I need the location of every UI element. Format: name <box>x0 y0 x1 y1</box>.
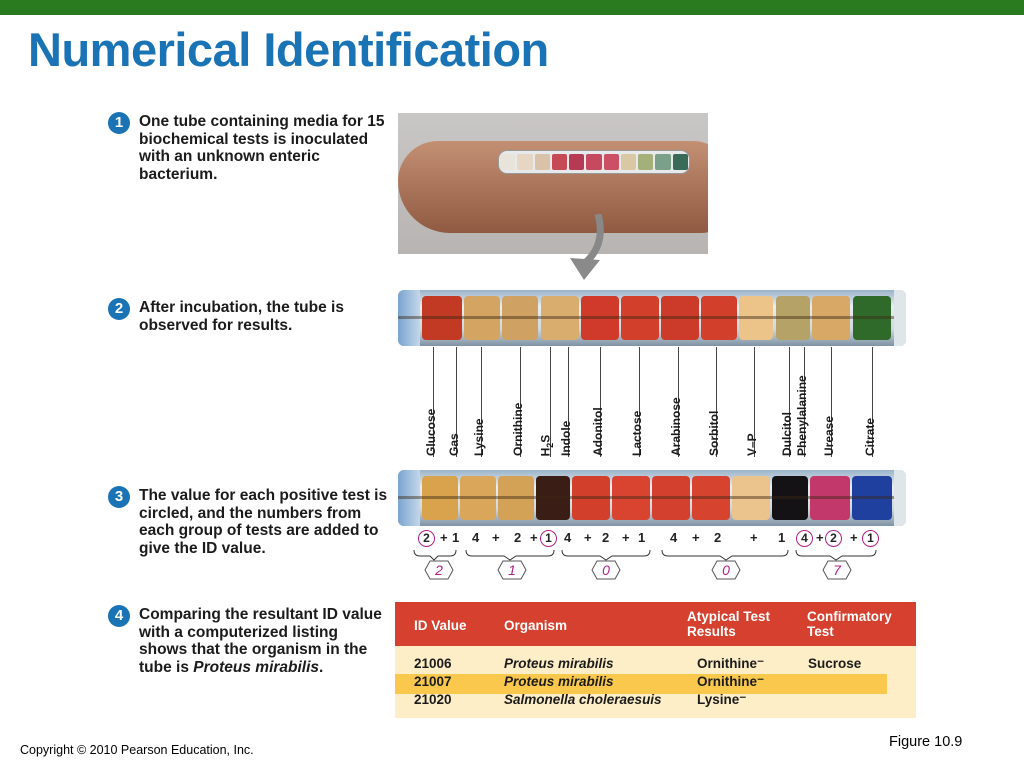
test-label-ornithine: Ornithine <box>511 402 525 456</box>
weight: 4 <box>564 530 572 545</box>
weight: 1 <box>778 530 786 545</box>
step-number-1: 1 <box>108 112 130 134</box>
highlight-row <box>395 674 887 694</box>
inoculation-photo <box>398 113 708 254</box>
step-text-2: After incubation, the tube is observed for results. <box>139 299 344 334</box>
test-label-sorbitol: Sorbitol <box>707 410 721 456</box>
col-id-value: ID Value <box>414 618 467 633</box>
row-organism: Salmonella choleraesuis <box>504 692 662 707</box>
step-text-1: One tube containing media for 15 biochemical tests is inoculated with an unknown enteric bacterium. <box>139 113 385 183</box>
step-text-4: Comparing the resultant ID value with a computerized listing shows that the organism in the tube is Proteus mirabilis. <box>139 606 382 676</box>
step-number-3: 3 <box>108 486 130 508</box>
test-label-h2s: $H_2S$ <box>538 434 555 456</box>
weight: 4 <box>670 530 678 545</box>
weight: 1 <box>452 530 460 545</box>
page-title: Numerical Identification <box>28 23 549 76</box>
weight-circled: 1 <box>540 530 557 547</box>
weight: 2 <box>514 530 522 545</box>
col-organism: Organism <box>504 618 568 633</box>
row-atypical: Ornithine⁻ <box>697 674 765 689</box>
weight: 1 <box>638 530 646 545</box>
down-arrow-icon <box>560 214 610 284</box>
weight-circled: 4 <box>796 530 813 547</box>
test-label-lactose: Lactose <box>630 410 644 456</box>
step-text-3: The value for each positive test is circled, and the numbers from each group of tests are added to give the ID value. <box>139 487 388 557</box>
test-label-adonitol: Adonitol <box>591 407 605 456</box>
row-atypical: Lysine⁻ <box>697 692 747 707</box>
col-confirmatory: Confirmatory Test <box>807 609 892 639</box>
test-label-gas: Gas <box>447 433 461 456</box>
row-id: 21007 <box>414 674 452 689</box>
test-labels <box>398 347 906 472</box>
results-tube <box>398 470 906 526</box>
weight: 2 <box>602 530 610 545</box>
weight: 4 <box>472 530 480 545</box>
figure-label: Figure 10.9 <box>889 734 963 750</box>
copyright: Copyright © 2010 Pearson Education, Inc. <box>20 743 254 757</box>
group-sum: 0 <box>591 560 621 580</box>
col-atypical: Atypical Test Results <box>687 609 771 639</box>
weight-circled: 2 <box>418 530 435 547</box>
group-sum: 2 <box>424 560 454 580</box>
row-atypical: Ornithine⁻ <box>697 656 765 671</box>
top-green-bar <box>0 0 1024 15</box>
group-sum: 7 <box>822 560 852 580</box>
weight-circled: 1 <box>862 530 879 547</box>
test-label-citrate: Citrate <box>863 417 877 456</box>
row-organism: Proteus mirabilis <box>504 674 614 689</box>
id-value-table <box>395 602 916 718</box>
test-label-lysine: Lysine <box>472 418 486 456</box>
mini-tube <box>498 150 690 174</box>
test-label-dulcitol: Dulcitol <box>780 412 794 456</box>
test-label-vp: V–P <box>745 433 759 456</box>
test-label-phenylalanine: Phenylalanine <box>795 375 809 456</box>
test-label-arabinose: Arabinose <box>669 397 683 456</box>
row-id: 21020 <box>414 692 452 707</box>
weight-circled: 2 <box>825 530 842 547</box>
step-number-4: 4 <box>108 605 130 627</box>
step-number-2: 2 <box>108 298 130 320</box>
incubated-tube <box>398 290 906 346</box>
group-sum: 0 <box>711 560 741 580</box>
test-label-glucose: Glucose <box>424 408 438 456</box>
test-weights: 2 + 1 4 + 2 + 1 4 + 2 + 1 4 + 2 + 1 4 + 2 + 1 <box>398 530 906 550</box>
weight: 2 <box>714 530 722 545</box>
row-confirm: Sucrose <box>808 656 862 671</box>
test-label-urease: Urease <box>822 415 836 456</box>
row-id: 21006 <box>414 656 452 671</box>
test-label-indole: Indole <box>559 420 573 456</box>
group-sum: 1 <box>497 560 527 580</box>
row-organism: Proteus mirabilis <box>504 656 614 671</box>
